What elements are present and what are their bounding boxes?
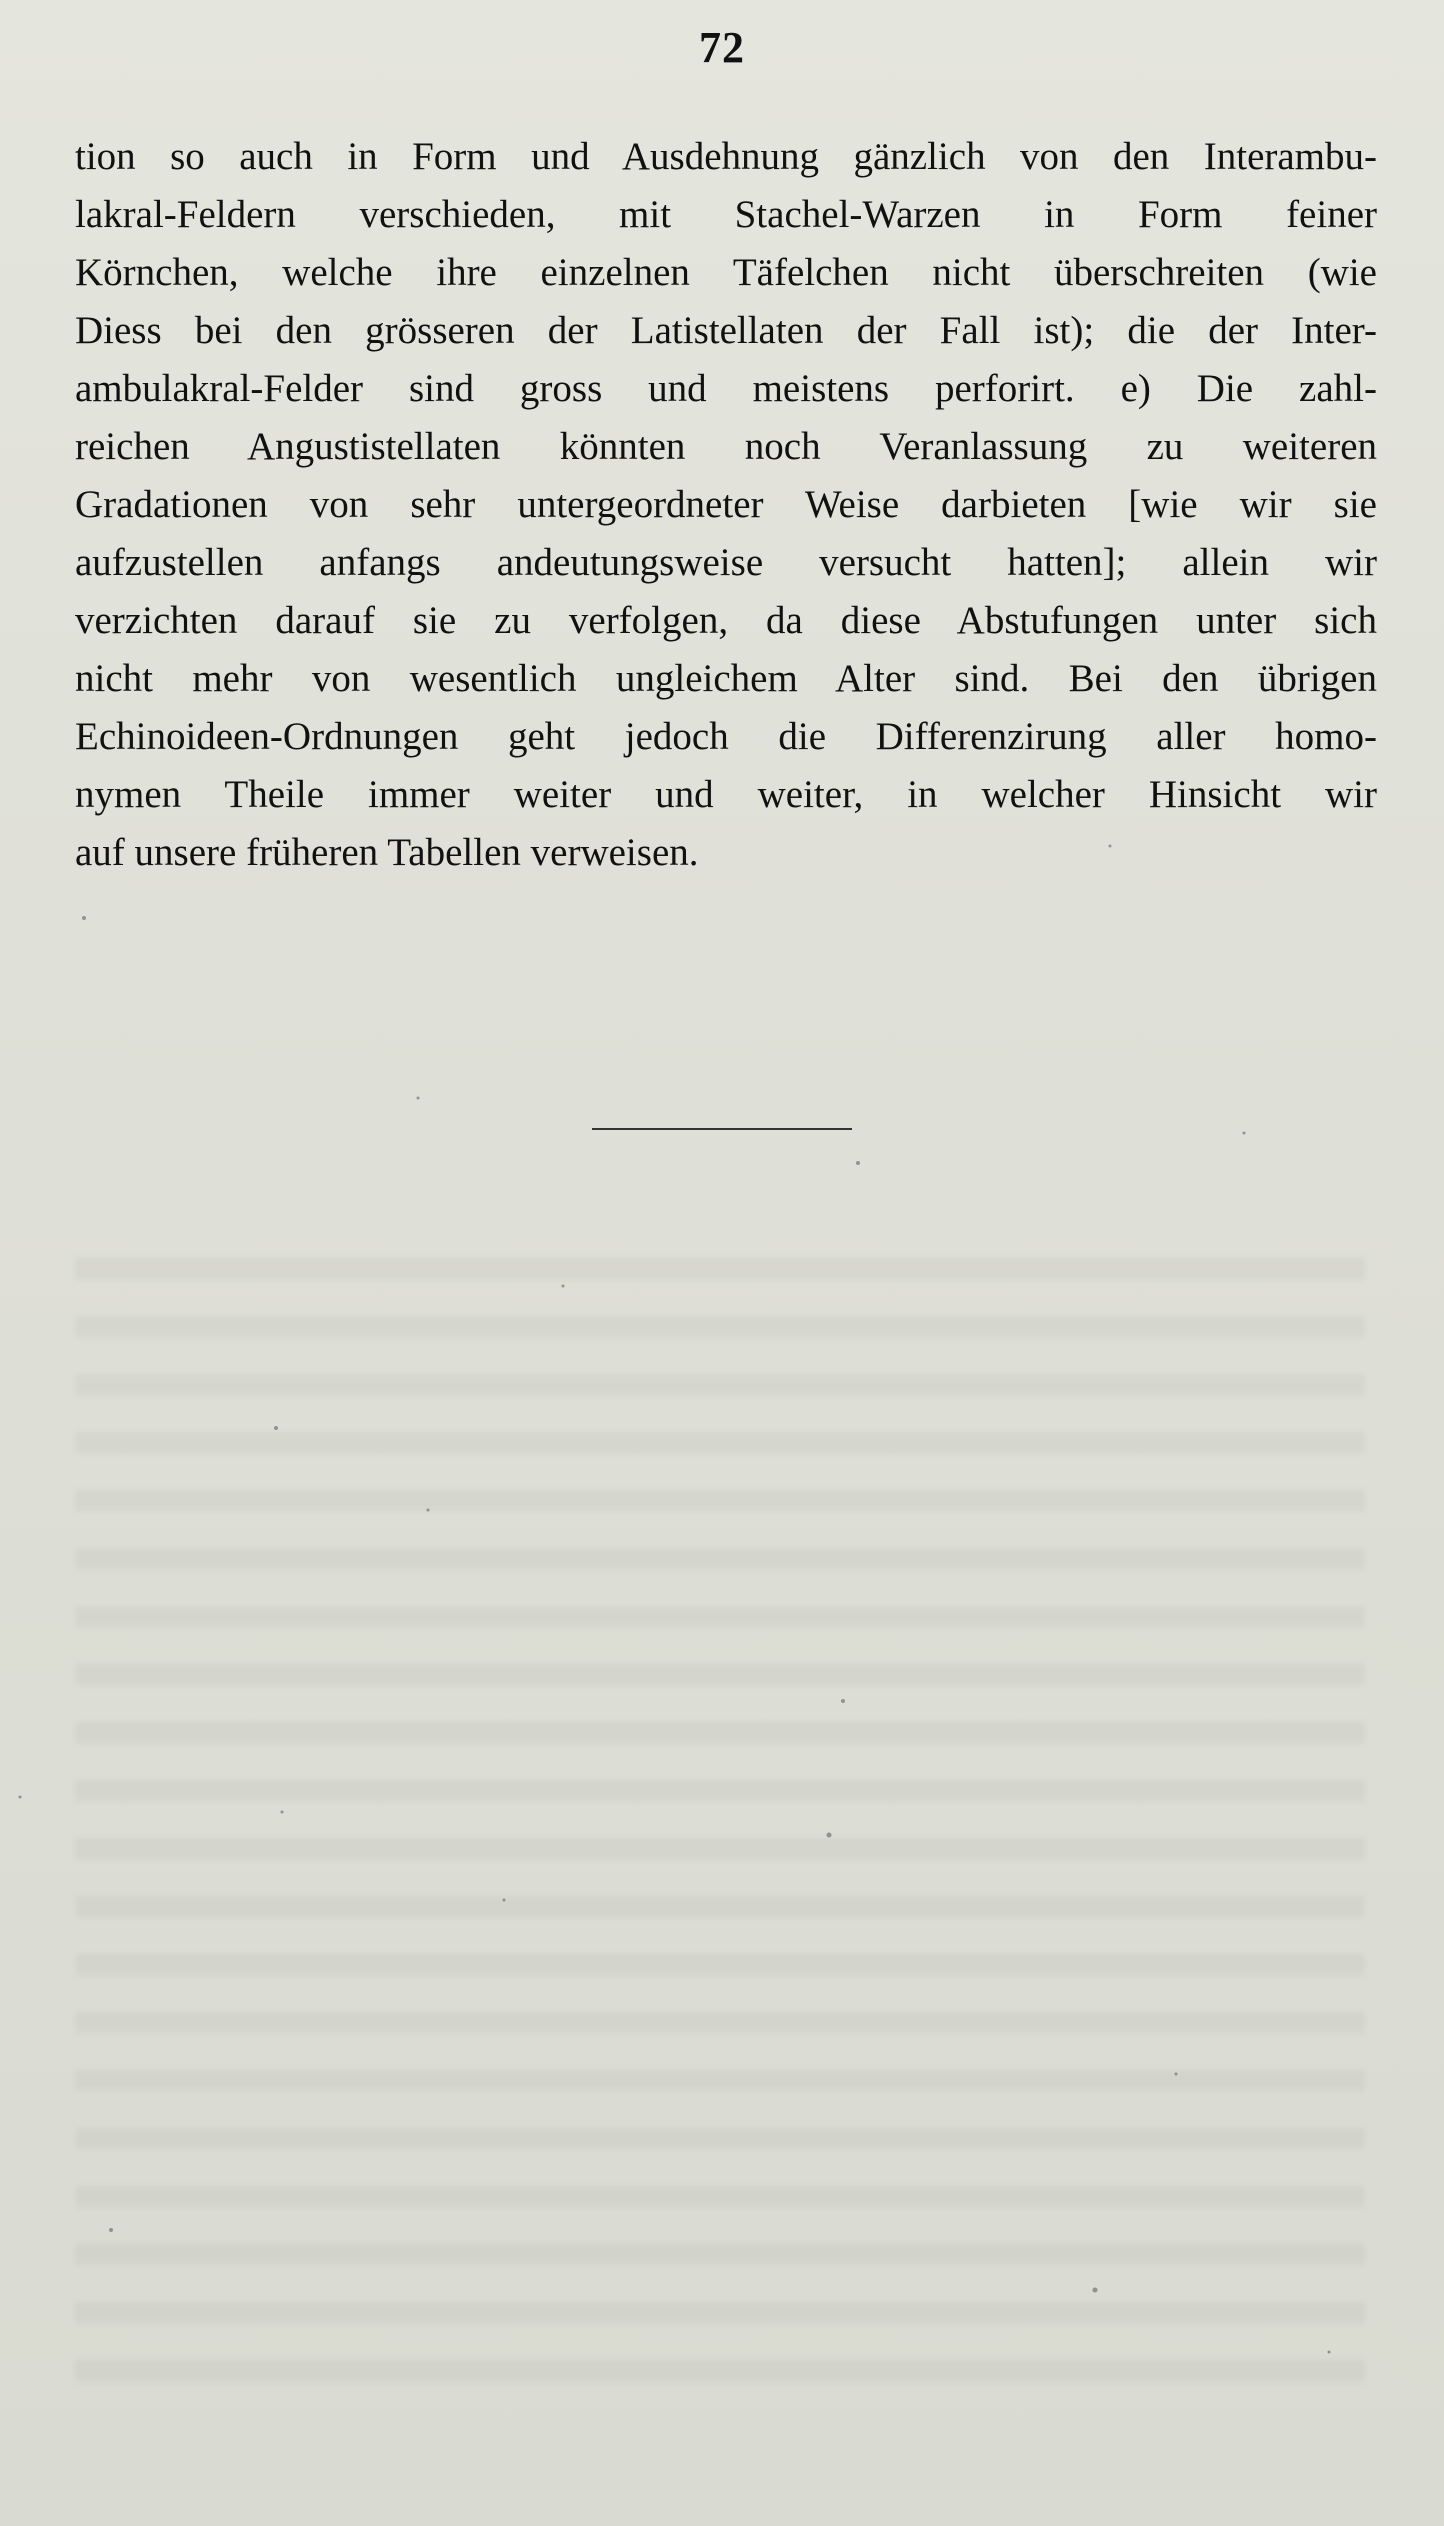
text-line: auf unsere früheren Tabellen verweisen.	[75, 831, 699, 874]
text-line: reichen Angustistellaten könnten noch Veranlassung zu weiteren	[75, 425, 1377, 468]
text-line: Echinoideen-Ordnungen geht jedoch die Differenzirung aller homo-	[75, 715, 1377, 758]
text-line: aufzustellen anfangs andeutungsweise versucht hatten]; allein wir	[75, 541, 1377, 584]
body-text	[75, 128, 1377, 882]
text-line: nicht mehr von wesentlich ungleichem Alter sind. Bei den übrigen	[75, 657, 1377, 700]
text-line: nymen Theile immer weiter und weiter, in welcher Hinsicht wir	[75, 773, 1377, 816]
text-line: ambulakral-Felder sind gross und meistens perforirt. e) Die zahl-	[75, 367, 1377, 410]
text-line: verzichten darauf sie zu verfolgen, da diese Abstufungen unter sich	[75, 599, 1377, 642]
show-through-background	[75, 1230, 1365, 2390]
page-number: 72	[699, 23, 745, 72]
text-line: lakral-Feldern verschieden, mit Stachel-Warzen in Form feiner	[75, 193, 1377, 236]
text-line: tion so auch in Form und Ausdehnung gänzlich von den Interambu-	[75, 135, 1377, 178]
text-line: Diess bei den grösseren der Latistellaten der Fall ist); die der Inter-	[75, 309, 1377, 352]
text-line: Körnchen, welche ihre einzelnen Täfelchen nicht überschreiten (wie	[75, 251, 1377, 294]
section-divider	[592, 1128, 852, 1130]
text-line: Gradationen von sehr untergeordneter Weise darbieten [wie wir sie	[75, 483, 1377, 526]
